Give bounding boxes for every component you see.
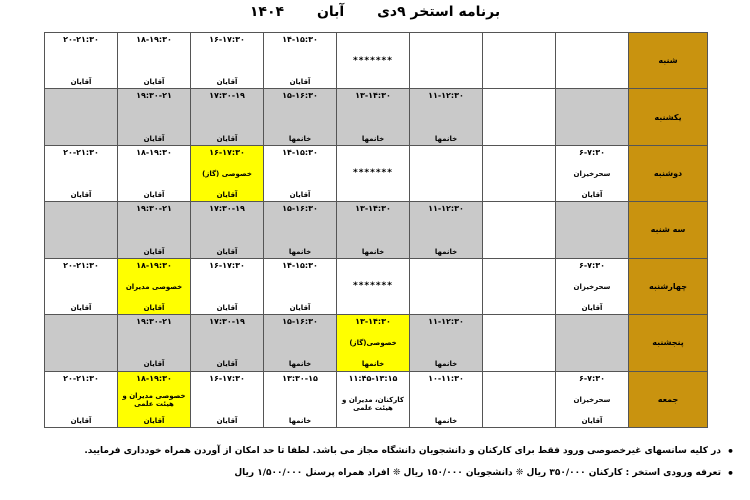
session-cell bbox=[118, 202, 191, 258]
session-cell bbox=[118, 258, 191, 314]
session-content bbox=[264, 315, 336, 370]
session-group: خانمها bbox=[434, 134, 458, 143]
session-time: ۱۹:۳۰-۲۱ bbox=[136, 317, 172, 327]
session-cell bbox=[45, 315, 118, 371]
session-time: ۱۳-۱۴:۳۰ bbox=[355, 204, 391, 214]
session-time: ۱۱:۴۵-۱۳:۱۵ bbox=[348, 373, 398, 383]
session-time: ۱۷:۳۰-۱۹ bbox=[209, 91, 245, 101]
session-group: خانمها bbox=[434, 416, 458, 425]
session-group: آقایان bbox=[70, 191, 92, 200]
session-cell bbox=[118, 371, 191, 427]
day-label: شنبه bbox=[629, 33, 708, 89]
session-time: ۱۸-۱۹:۳۰ bbox=[136, 147, 172, 157]
day-label: سه شنبه bbox=[629, 202, 708, 258]
schedule-row bbox=[45, 89, 708, 145]
session-time: ۱۶-۱۷:۳۰ bbox=[209, 35, 245, 44]
session-time: ۱۳-۱۴:۳۰ bbox=[355, 91, 391, 101]
session-content bbox=[337, 202, 409, 257]
session-content bbox=[264, 259, 336, 314]
session-content bbox=[45, 202, 117, 257]
session-group: خانمها bbox=[361, 360, 385, 369]
session-group: آقایان bbox=[70, 78, 92, 87]
session-group: خانمها bbox=[361, 134, 385, 143]
session-cell bbox=[410, 202, 483, 258]
title-part3: ۱۴۰۴ bbox=[249, 4, 285, 20]
session-cell bbox=[410, 258, 483, 314]
session-time: ۱۵-۱۶:۳۰ bbox=[282, 91, 318, 101]
session-cell bbox=[483, 371, 556, 427]
session-cell bbox=[410, 371, 483, 427]
session-cell bbox=[191, 145, 264, 201]
session-content bbox=[118, 33, 190, 88]
day-label: دوشنبه bbox=[629, 145, 708, 201]
session-group: آقایان bbox=[289, 78, 311, 87]
session-content bbox=[556, 89, 628, 144]
session-content bbox=[556, 315, 628, 370]
session-group: آقایان bbox=[143, 247, 165, 256]
session-note: خصوصی مدیران و هیئت علمی bbox=[122, 391, 186, 408]
session-content bbox=[556, 202, 628, 257]
session-time: ۱۵-۱۶:۳۰ bbox=[282, 317, 318, 327]
session-content bbox=[337, 315, 409, 370]
session-content bbox=[483, 146, 555, 201]
schedule-table bbox=[44, 32, 708, 428]
session-content bbox=[191, 372, 263, 427]
session-content bbox=[410, 372, 482, 427]
session-cell bbox=[556, 145, 629, 201]
session-content bbox=[264, 202, 336, 257]
session-cell bbox=[410, 89, 483, 145]
session-time: ۱۴-۱۵:۳۰ bbox=[282, 35, 318, 44]
session-content bbox=[556, 146, 628, 201]
session-note: سحرخیزان bbox=[573, 282, 611, 291]
session-cell bbox=[483, 258, 556, 314]
note-line bbox=[14, 462, 734, 484]
session-group: خانمها bbox=[434, 360, 458, 369]
session-group: آقایان bbox=[70, 304, 92, 313]
session-cell bbox=[191, 315, 264, 371]
session-content bbox=[483, 259, 555, 314]
session-group: آقایان bbox=[216, 78, 238, 87]
session-content bbox=[410, 202, 482, 257]
session-content bbox=[483, 33, 555, 88]
bullet: • bbox=[726, 444, 734, 458]
session-group: آقایان bbox=[216, 191, 238, 200]
session-content bbox=[118, 146, 190, 201]
session-group: آقایان bbox=[216, 304, 238, 313]
session-content bbox=[45, 315, 117, 370]
schedule-row bbox=[45, 33, 708, 89]
session-cell bbox=[337, 315, 410, 371]
session-cell bbox=[45, 202, 118, 258]
closed-marker: ******* bbox=[353, 55, 393, 66]
session-cell bbox=[118, 145, 191, 201]
schedule-row bbox=[45, 202, 708, 258]
session-time: ۱۱-۱۲:۳۰ bbox=[428, 91, 464, 101]
session-content bbox=[191, 33, 263, 88]
session-group: آقایان bbox=[216, 360, 238, 369]
schedule-row bbox=[45, 145, 708, 201]
day-label: یکشنبه bbox=[629, 89, 708, 145]
title-part1: برنامه استخر ۹دی bbox=[377, 4, 501, 20]
session-cell bbox=[556, 371, 629, 427]
session-note: خصوصی مدیران bbox=[125, 282, 183, 291]
schedule-row bbox=[45, 315, 708, 371]
session-content bbox=[556, 372, 628, 427]
session-content bbox=[410, 259, 482, 314]
session-cell bbox=[410, 145, 483, 201]
session-time: ۱۰-۱۱:۳۰ bbox=[428, 373, 464, 383]
session-cell bbox=[483, 89, 556, 145]
session-content bbox=[264, 146, 336, 201]
session-cell bbox=[45, 33, 118, 89]
session-time: ۱۱-۱۲:۳۰ bbox=[428, 317, 464, 327]
session-time: ۱۵-۱۶:۳۰ bbox=[282, 204, 318, 214]
session-group: آقایان bbox=[143, 360, 165, 369]
session-time: ۱۳-۱۴:۳۰ bbox=[355, 317, 391, 327]
session-content bbox=[45, 146, 117, 201]
session-group: آقایان bbox=[581, 304, 603, 313]
session-time: ۱۶-۱۷:۳۰ bbox=[209, 147, 245, 157]
session-time: ۶-۷:۳۰ bbox=[578, 260, 606, 270]
session-content bbox=[118, 89, 190, 144]
session-group: خانمها bbox=[434, 247, 458, 256]
session-cell bbox=[556, 202, 629, 258]
session-time: ۱۶-۱۷:۳۰ bbox=[209, 260, 245, 270]
session-cell bbox=[264, 33, 337, 89]
session-content bbox=[118, 315, 190, 370]
session-cell bbox=[118, 33, 191, 89]
session-cell bbox=[264, 89, 337, 145]
session-content bbox=[191, 146, 263, 201]
session-content bbox=[483, 202, 555, 257]
title-part2: آبان bbox=[316, 4, 345, 20]
session-cell bbox=[337, 89, 410, 145]
session-cell bbox=[45, 145, 118, 201]
session-group: آقایان bbox=[216, 416, 238, 425]
session-content bbox=[118, 202, 190, 257]
closed-marker: ******* bbox=[353, 168, 393, 179]
session-cell bbox=[264, 315, 337, 371]
session-group: خانمها bbox=[288, 416, 312, 425]
session-cell bbox=[483, 145, 556, 201]
session-time: ۱۶-۱۷:۳۰ bbox=[209, 373, 245, 383]
session-group: خانمها bbox=[288, 360, 312, 369]
session-time: ۱۴-۱۵:۳۰ bbox=[282, 260, 318, 270]
session-content bbox=[191, 89, 263, 144]
session-note: سحرخیزان bbox=[573, 170, 611, 179]
session-cell bbox=[337, 145, 410, 201]
notes bbox=[14, 440, 734, 484]
session-cell bbox=[483, 315, 556, 371]
session-cell bbox=[264, 371, 337, 427]
session-time: ۱۸-۱۹:۳۰ bbox=[136, 260, 172, 270]
session-time: ۱۳:۳۰-۱۵ bbox=[282, 373, 318, 383]
session-cell bbox=[45, 89, 118, 145]
schedule-row bbox=[45, 258, 708, 314]
session-cell bbox=[191, 371, 264, 427]
session-note: خصوصی(گاز) bbox=[349, 339, 397, 348]
session-cell bbox=[337, 258, 410, 314]
session-cell bbox=[191, 202, 264, 258]
session-cell bbox=[118, 89, 191, 145]
session-cell bbox=[337, 371, 410, 427]
session-group: خانمها bbox=[288, 134, 312, 143]
session-content bbox=[191, 202, 263, 257]
session-time: ۲۰-۲۱:۳۰ bbox=[63, 147, 99, 157]
session-group: آقایان bbox=[143, 134, 165, 143]
session-time: ۱۹:۳۰-۲۱ bbox=[136, 91, 172, 101]
session-note: سحرخیزان bbox=[573, 395, 611, 404]
session-content bbox=[264, 33, 336, 88]
day-label: پنجشنبه bbox=[629, 315, 708, 371]
session-time: ۶-۷:۳۰ bbox=[578, 373, 606, 383]
session-cell bbox=[556, 315, 629, 371]
session-time: ۱۸-۱۹:۳۰ bbox=[136, 35, 172, 44]
closed-marker: ******* bbox=[353, 281, 393, 292]
session-group: آقایان bbox=[216, 134, 238, 143]
session-group: آقایان bbox=[143, 78, 165, 87]
session-content bbox=[483, 89, 555, 144]
session-content bbox=[45, 89, 117, 144]
session-content bbox=[483, 372, 555, 427]
session-group: خانمها bbox=[361, 247, 385, 256]
session-time: ۲۰-۲۱:۳۰ bbox=[63, 35, 99, 44]
session-content bbox=[410, 89, 482, 144]
session-content bbox=[264, 89, 336, 144]
session-content bbox=[410, 315, 482, 370]
session-group: خانمها bbox=[288, 247, 312, 256]
session-time: ۶-۷:۳۰ bbox=[578, 147, 606, 157]
session-cell bbox=[45, 371, 118, 427]
session-group: آقایان bbox=[289, 304, 311, 313]
session-content bbox=[191, 315, 263, 370]
session-content bbox=[45, 372, 117, 427]
session-cell bbox=[556, 258, 629, 314]
note-text: در کلیه سانسهای غیرخصوصی ورود فقط برای کارکنان و دانشجویان دانشگاه مجاز می باشد. لطفا تا حد امکان از آوردن همراه خودداری فرمایید. bbox=[84, 446, 721, 456]
session-content bbox=[264, 372, 336, 427]
session-cell bbox=[118, 315, 191, 371]
session-cell bbox=[264, 145, 337, 201]
session-content bbox=[483, 315, 555, 370]
session-group: آقایان bbox=[143, 191, 165, 200]
day-label: چهارشنبه bbox=[629, 258, 708, 314]
session-group: آقایان bbox=[216, 247, 238, 256]
session-content bbox=[337, 372, 409, 427]
session-cell bbox=[191, 33, 264, 89]
session-cell bbox=[410, 33, 483, 89]
schedule-row bbox=[45, 371, 708, 427]
session-group: آقایان bbox=[143, 304, 165, 313]
session-content bbox=[556, 33, 628, 88]
session-cell bbox=[45, 258, 118, 314]
session-time: ۲۰-۲۱:۳۰ bbox=[63, 260, 99, 270]
session-cell bbox=[556, 89, 629, 145]
session-cell bbox=[337, 33, 410, 89]
session-time: ۱۷:۳۰-۱۹ bbox=[209, 204, 245, 214]
session-group: آقایان bbox=[143, 416, 165, 425]
session-cell bbox=[191, 89, 264, 145]
session-time: ۱۹:۳۰-۲۱ bbox=[136, 204, 172, 214]
session-cell bbox=[410, 315, 483, 371]
session-group: آقایان bbox=[70, 416, 92, 425]
session-cell bbox=[264, 258, 337, 314]
page-title bbox=[0, 4, 750, 26]
bullet: • bbox=[726, 466, 734, 480]
session-time: ۱۱-۱۲:۳۰ bbox=[428, 204, 464, 214]
session-note: خصوصی (گاز) bbox=[202, 170, 252, 179]
session-group: آقایان bbox=[289, 191, 311, 200]
session-content bbox=[45, 259, 117, 314]
session-content bbox=[191, 259, 263, 314]
day-label: جمعه bbox=[629, 371, 708, 427]
session-content bbox=[410, 146, 482, 201]
session-cell bbox=[556, 33, 629, 89]
session-cell bbox=[264, 202, 337, 258]
session-cell bbox=[483, 202, 556, 258]
session-time: ۲۰-۲۱:۳۰ bbox=[63, 373, 99, 383]
session-cell bbox=[483, 33, 556, 89]
session-note: کارکنان، مدیران و هیئت علمی bbox=[342, 395, 404, 412]
session-cell bbox=[191, 258, 264, 314]
session-cell bbox=[337, 202, 410, 258]
session-time: ۱۴-۱۵:۳۰ bbox=[282, 147, 318, 157]
session-group: آقایان bbox=[581, 416, 603, 425]
session-content bbox=[45, 33, 117, 88]
session-content bbox=[118, 259, 190, 314]
note-line bbox=[14, 440, 734, 462]
session-content bbox=[556, 259, 628, 314]
session-group: آقایان bbox=[581, 191, 603, 200]
session-content bbox=[118, 372, 190, 427]
session-content bbox=[410, 33, 482, 88]
session-time: ۱۸-۱۹:۳۰ bbox=[136, 373, 172, 383]
session-time: ۱۷:۳۰-۱۹ bbox=[209, 317, 245, 327]
tariff-text: تعرفه ورودی استخر : کارکنان ۳۵۰/۰۰۰ ریال ❊ دانشجویان ۱۵۰/۰۰۰ ریال ❊ افراد همراه پرسنل ۱/۵۰۰/۰۰۰ ریال bbox=[234, 468, 721, 478]
session-content bbox=[337, 89, 409, 144]
